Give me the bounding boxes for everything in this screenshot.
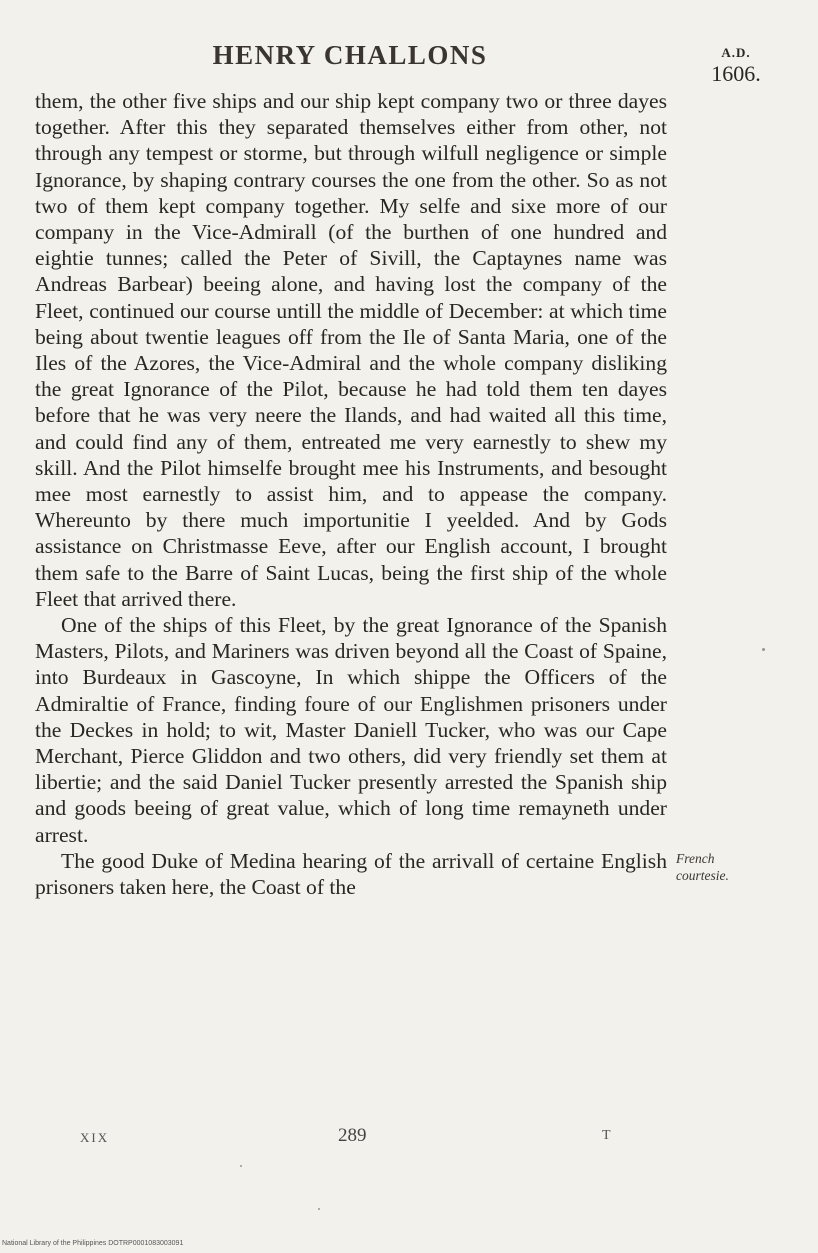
- paper-speck: [318, 1208, 320, 1210]
- running-title: HENRY CHALLONS: [212, 40, 488, 70]
- margin-date-year: 1606.: [711, 61, 761, 86]
- scan-credit: National Library of the Philippines DOTRP0001083003091: [2, 1240, 184, 1247]
- margin-note-line: French: [676, 851, 715, 866]
- signature-mark: XIX: [80, 1130, 110, 1145]
- paragraph: One of the ships of this Fleet, by the great Ignorance of the Spanish Masters, Pilots, and Mariners was driven beyond all the Coast of Spaine, into Burdeaux in Gascoyne, In which shippe the Officers of the Admiraltie of France, finding foure of our Englishmen prisoners under the Deckes in hold; to wit, Master Daniell Tucker, who was our Cape Merchant, Pierce Gliddon and two others, did very friendly set them at libertie; and the said Daniel Tucker presently arrested the Spanish ship and goods beeing of great value, which of long time remayneth under arrest.: [35, 613, 667, 847]
- page-number: 289: [338, 1125, 367, 1146]
- paragraph: them, the other five ships and our ship kept company two or three dayes together. After this they separated themselves either from other, not through any tempest or storme, but through wilfull negligence or simple Ignorance, by shaping contrary courses the one from the other. So as not two of them kept company together. My selfe and sixe more of our company in the Vice-Admirall (of the burthen of one hundred and eightie tunnes; called the Peter of Sivill, the Captaynes name was Andreas Barbear) beeing alone, and having lost the company of the Fleet, continued our course untill the middle of December: at which time being about twentie leagues off from the Ile of Santa Maria, one of the Iles of the Azores, the Vice-Admiral and the whole company disliking the great Ignorance of the Pilot, because he had told them ten dayes before that he was very neere the Ilands, and had waited all this time, and could find any of them, entreated me very earnestly to shew my skill. And the Pilot himselfe brought mee his Instruments, and besought mee most earnestly to assist him, and to appease the company. Whereunto by there much importunitie I yeelded. And by Gods assistance on Christmasse Eeve, after our English account, I brought them safe to the Barre of Saint Lucas, being the first ship of the whole Fleet that arrived there.: [35, 89, 667, 611]
- paper-speck: [240, 1165, 242, 1167]
- margin-date: [700, 46, 772, 85]
- margin-date-label: A.D.: [721, 45, 751, 60]
- body-text: [35, 88, 667, 900]
- margin-note: [676, 850, 756, 884]
- gathering-mark: T: [602, 1128, 611, 1143]
- margin-note-line: courtesie.: [676, 868, 729, 883]
- paragraph: The good Duke of Medina hearing of the arrivall of certaine English prisoners taken here, the Coast of the: [35, 848, 667, 900]
- paper-speck: [762, 648, 765, 651]
